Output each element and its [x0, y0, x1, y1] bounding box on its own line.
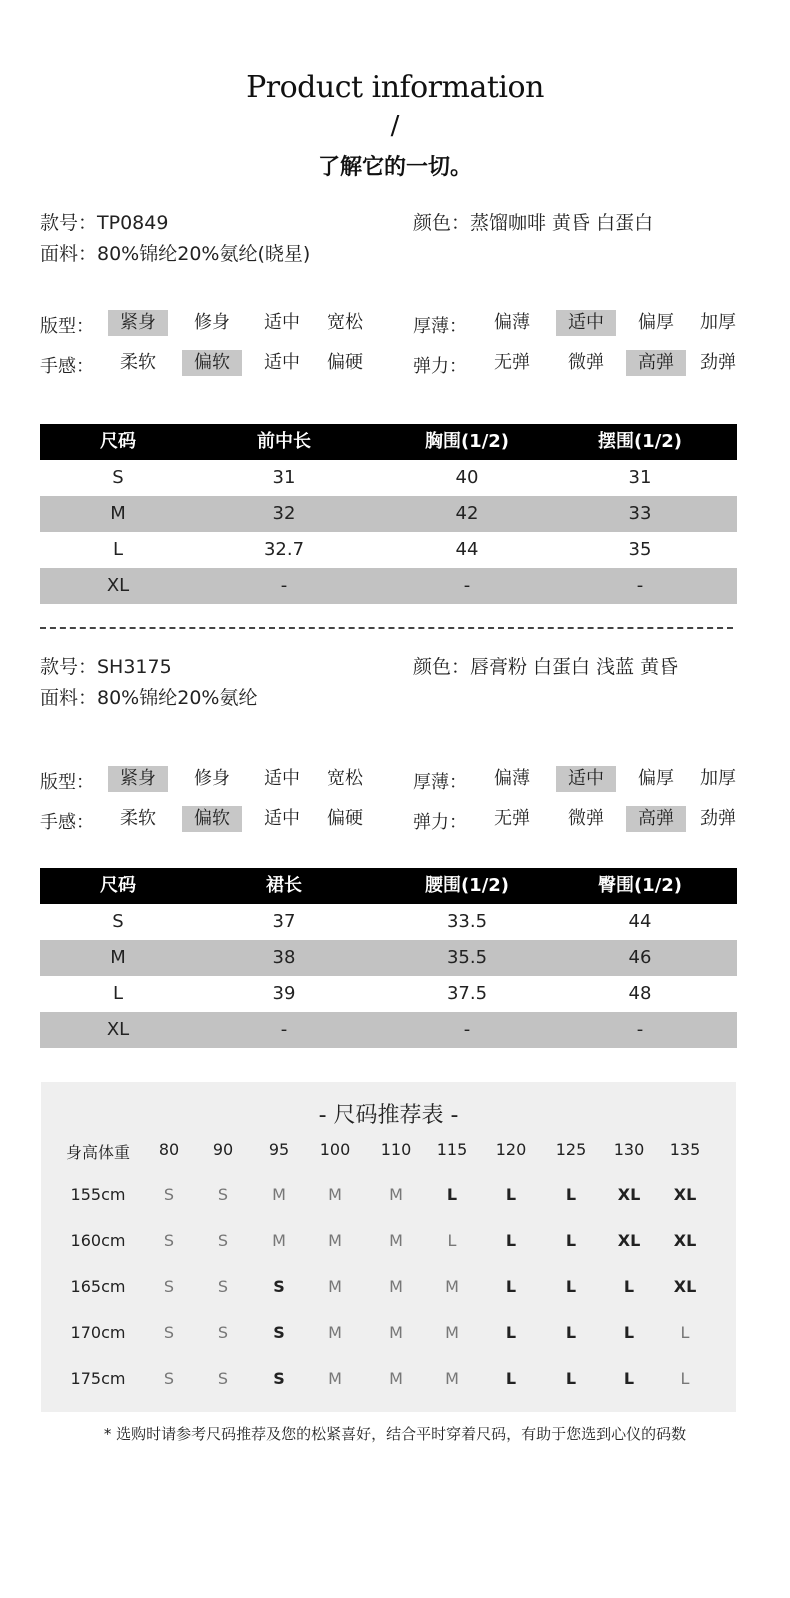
table-cell: 39 — [272, 983, 296, 1004]
attribute-option: 劲弹 — [700, 808, 736, 829]
recommended-size: M — [272, 1231, 286, 1250]
attribute-option: 加厚 — [700, 768, 736, 789]
page-title: Product information — [246, 70, 544, 105]
size-table-header — [40, 868, 737, 904]
fabric: 面料：80%锦纶20%氨纶(晓星) — [40, 243, 311, 265]
table-cell: 33 — [628, 503, 652, 524]
attribute-option: 偏硬 — [327, 352, 363, 373]
recommended-size: XL — [617, 1185, 641, 1204]
size-table — [40, 424, 737, 604]
size-recommendation-panel — [41, 1082, 736, 1412]
attribute-option: 偏软 — [182, 806, 242, 832]
attribute-option: 适中 — [264, 312, 300, 333]
attribute-option: 宽松 — [327, 768, 363, 789]
weight-header: 100 — [319, 1140, 351, 1159]
table-cell: 37 — [272, 911, 296, 932]
attribute-option: 偏厚 — [638, 768, 674, 789]
table-cell: XL — [106, 575, 130, 596]
attribute-label: 厚薄： — [413, 772, 467, 793]
recommended-size: XL — [617, 1231, 641, 1250]
height-label: 175cm — [70, 1369, 126, 1388]
recommended-size: L — [623, 1369, 635, 1388]
recommended-size: L — [565, 1277, 577, 1296]
attribute-option: 偏硬 — [327, 808, 363, 829]
recommended-size: M — [389, 1231, 403, 1250]
table-cell: L — [112, 539, 124, 560]
attribute-option: 微弹 — [568, 808, 604, 829]
table-row — [40, 568, 737, 604]
attribute-option: 偏薄 — [494, 312, 530, 333]
color-options: 颜色：蒸馏咖啡 黄昏 白蛋白 — [413, 212, 654, 234]
size-table-header — [40, 424, 737, 460]
height-label: 170cm — [70, 1323, 126, 1342]
recommended-size: S — [163, 1277, 175, 1296]
attribute-option: 加厚 — [700, 312, 736, 333]
recommended-size: M — [389, 1323, 403, 1342]
attribute-label: 手感： — [40, 812, 94, 833]
recommended-size: L — [446, 1185, 458, 1204]
recommended-size: L — [505, 1231, 517, 1250]
attribute-option: 适中 — [556, 766, 616, 792]
recommended-size: M — [328, 1369, 342, 1388]
table-cell: S — [112, 911, 124, 932]
recommended-size: M — [328, 1231, 342, 1250]
height-label: 155cm — [70, 1185, 126, 1204]
table-cell: S — [112, 467, 124, 488]
height-label: 160cm — [70, 1231, 126, 1250]
table-cell: - — [636, 1019, 644, 1040]
attribute-option: 无弹 — [494, 352, 530, 373]
table-cell: 37.5 — [446, 983, 488, 1004]
recommended-size: S — [163, 1369, 175, 1388]
table-cell: 44 — [628, 911, 652, 932]
attribute-label: 弹力： — [413, 356, 467, 377]
recommended-size: L — [505, 1323, 517, 1342]
recommended-size: M — [328, 1323, 342, 1342]
attribute-option: 劲弹 — [700, 352, 736, 373]
column-header: 前中长 — [257, 431, 311, 452]
size-table — [40, 868, 737, 1048]
table-cell: M — [110, 947, 126, 968]
recommended-size: L — [623, 1323, 635, 1342]
column-header: 臀围(1/2) — [597, 875, 683, 896]
attribute-option: 柔软 — [120, 808, 156, 829]
recommended-size: XL — [673, 1231, 697, 1250]
recommended-size: M — [389, 1277, 403, 1296]
attribute-label: 版型： — [40, 772, 94, 793]
recommended-size: M — [389, 1369, 403, 1388]
table-cell: 46 — [628, 947, 652, 968]
attribute-option: 适中 — [264, 808, 300, 829]
table-cell: 42 — [455, 503, 479, 524]
attribute-option: 高弹 — [626, 806, 686, 832]
table-cell: 38 — [272, 947, 296, 968]
table-cell: 31 — [272, 467, 296, 488]
recommended-size: L — [623, 1277, 635, 1296]
attribute-option: 偏薄 — [494, 768, 530, 789]
column-header: 摆围(1/2) — [597, 431, 683, 452]
weight-header: 80 — [158, 1140, 180, 1159]
recommended-size: M — [445, 1277, 459, 1296]
table-cell: 31 — [628, 467, 652, 488]
table-cell: M — [110, 503, 126, 524]
recommended-size: S — [163, 1231, 175, 1250]
recommended-size: L — [447, 1231, 457, 1250]
attribute-option: 适中 — [264, 768, 300, 789]
attribute-label: 弹力： — [413, 812, 467, 833]
recommended-size: S — [163, 1185, 175, 1204]
table-row — [40, 1012, 737, 1048]
attribute-label: 厚薄： — [413, 316, 467, 337]
table-cell: 33.5 — [446, 911, 488, 932]
table-row — [40, 460, 737, 496]
weight-header: 90 — [212, 1140, 234, 1159]
recommended-size: L — [565, 1231, 577, 1250]
attribute-option: 紧身 — [108, 766, 168, 792]
weight-header: 115 — [436, 1140, 468, 1159]
table-cell: - — [463, 1019, 471, 1040]
color-options: 颜色：唇膏粉 白蛋白 浅蓝 黄昏 — [413, 656, 679, 678]
recommended-size: L — [505, 1369, 517, 1388]
attribute-option: 宽松 — [327, 312, 363, 333]
table-cell: XL — [106, 1019, 130, 1040]
fabric: 面料：80%锦纶20%氨纶 — [40, 687, 258, 709]
table-cell: - — [280, 1019, 288, 1040]
recommended-size: M — [328, 1277, 342, 1296]
style-number: 款号：TP0849 — [40, 212, 169, 234]
attribute-option: 微弹 — [568, 352, 604, 373]
column-header: 腰围(1/2) — [424, 875, 510, 896]
weight-header: 135 — [669, 1140, 701, 1159]
recommended-size: S — [217, 1277, 229, 1296]
attribute-option: 修身 — [194, 768, 230, 789]
table-row — [40, 904, 737, 940]
recommended-size: L — [565, 1185, 577, 1204]
column-header: 胸围(1/2) — [424, 431, 510, 452]
recommended-size: M — [445, 1323, 459, 1342]
recommended-size: S — [217, 1323, 229, 1342]
table-row — [40, 496, 737, 532]
recommendation-title: - 尺码推荐表 - — [318, 1103, 459, 1128]
recommended-size: S — [163, 1323, 175, 1342]
attribute-option: 偏软 — [182, 350, 242, 376]
recommended-size: M — [328, 1185, 342, 1204]
recommended-size: S — [217, 1185, 229, 1204]
table-cell: 44 — [455, 539, 479, 560]
attribute-label: 版型： — [40, 316, 94, 337]
table-cell: 48 — [628, 983, 652, 1004]
table-cell: 40 — [455, 467, 479, 488]
table-cell: - — [463, 575, 471, 596]
weight-header: 110 — [380, 1140, 412, 1159]
recommended-size: S — [217, 1231, 229, 1250]
table-cell: 32 — [272, 503, 296, 524]
column-header: 尺码 — [100, 875, 136, 896]
weight-header: 130 — [613, 1140, 645, 1159]
recommended-size: L — [505, 1185, 517, 1204]
section-divider — [40, 627, 733, 629]
column-header: 裙长 — [266, 875, 302, 896]
table-cell: 32.7 — [263, 539, 305, 560]
attribute-option: 无弹 — [494, 808, 530, 829]
recommended-size: M — [389, 1185, 403, 1204]
page-subtitle: 了解它的一切。 — [317, 155, 472, 180]
weight-header: 120 — [495, 1140, 527, 1159]
attribute-option: 修身 — [194, 312, 230, 333]
recommended-size: L — [505, 1277, 517, 1296]
height-label: 165cm — [70, 1277, 126, 1296]
table-cell: 35 — [628, 539, 652, 560]
recommended-size: L — [680, 1369, 690, 1388]
attribute-option: 紧身 — [108, 310, 168, 336]
recommended-size: S — [273, 1369, 285, 1388]
table-row — [40, 940, 737, 976]
recommended-size: S — [273, 1323, 285, 1342]
footnote: * 选购时请参考尺码推荐及您的松紧喜好，结合平时穿着尺码，有助于您选到心仪的码数 — [103, 1425, 687, 1443]
recommended-size: M — [272, 1185, 286, 1204]
table-row — [40, 976, 737, 1012]
table-cell: - — [280, 575, 288, 596]
table-cell: - — [636, 575, 644, 596]
recommended-size: S — [217, 1369, 229, 1388]
attribute-option: 适中 — [264, 352, 300, 373]
weight-header: 125 — [555, 1140, 587, 1159]
recommended-size: XL — [673, 1277, 697, 1296]
style-number: 款号：SH3175 — [40, 656, 172, 678]
table-cell: L — [112, 983, 124, 1004]
table-row — [40, 532, 737, 568]
column-header: 尺码 — [100, 431, 136, 452]
attribute-option: 柔软 — [120, 352, 156, 373]
recommendation-corner-label: 身高体重 — [65, 1143, 131, 1162]
recommended-size: M — [445, 1369, 459, 1388]
recommended-size: L — [565, 1369, 577, 1388]
recommended-size: S — [273, 1277, 285, 1296]
recommended-size: L — [565, 1323, 577, 1342]
weight-header: 95 — [268, 1140, 290, 1159]
recommended-size: L — [680, 1323, 690, 1342]
title-slash: / — [390, 111, 400, 141]
attribute-option: 高弹 — [626, 350, 686, 376]
attribute-label: 手感： — [40, 356, 94, 377]
attribute-option: 适中 — [556, 310, 616, 336]
attribute-option: 偏厚 — [638, 312, 674, 333]
recommended-size: XL — [673, 1185, 697, 1204]
table-cell: 35.5 — [446, 947, 488, 968]
